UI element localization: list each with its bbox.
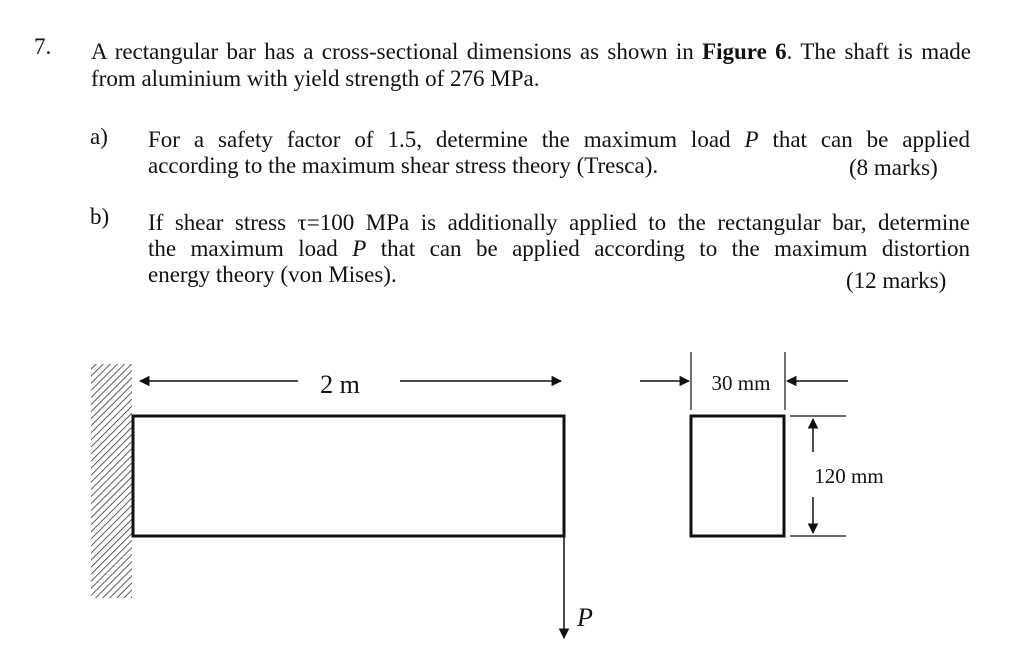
length-label: 2 m — [320, 370, 360, 399]
part-a-line1-text: For a safety factor of 1.5, determine the maximum load — [148, 127, 731, 152]
fixed-wall-support — [91, 364, 132, 598]
cross-section-rect — [691, 416, 784, 536]
part-b-label: b) — [90, 204, 110, 229]
height-label: 120 mm — [814, 464, 884, 488]
beam-body — [133, 416, 564, 536]
load-label: P — [577, 603, 593, 632]
part-b-line2-start: the maximum load — [148, 236, 338, 261]
part-b-marks: (12 marks) — [846, 268, 947, 293]
part-b-load-variable: P — [352, 236, 367, 261]
part-a-line1-end: that can be applied — [772, 127, 970, 152]
part-b-line3: energy theory (von Mises). — [148, 262, 397, 287]
part-a-marks: (8 marks) — [849, 155, 938, 180]
stem-text-start: A rectangular bar has a cross-sectional dimensions as shown in — [91, 39, 703, 64]
width-label: 30 mm — [711, 371, 771, 395]
figure-reference: Figure 6 — [702, 39, 787, 64]
stem-text-end: . The shaft is made from aluminium with yield strength of 276 MPa. — [91, 39, 972, 91]
part-b-line1: If shear stress τ=100 MPa is additionally applied to the rectangular bar, determine — [148, 210, 970, 235]
part-a-label: a) — [90, 124, 108, 149]
part-a-load-variable: P — [744, 127, 759, 152]
part-a-line2: according to the maximum shear stress theory (Tresca). — [148, 153, 659, 178]
part-b-line2-end: that can be applied according to the maximum distortion — [380, 236, 970, 261]
question-number: 7. — [34, 34, 52, 59]
